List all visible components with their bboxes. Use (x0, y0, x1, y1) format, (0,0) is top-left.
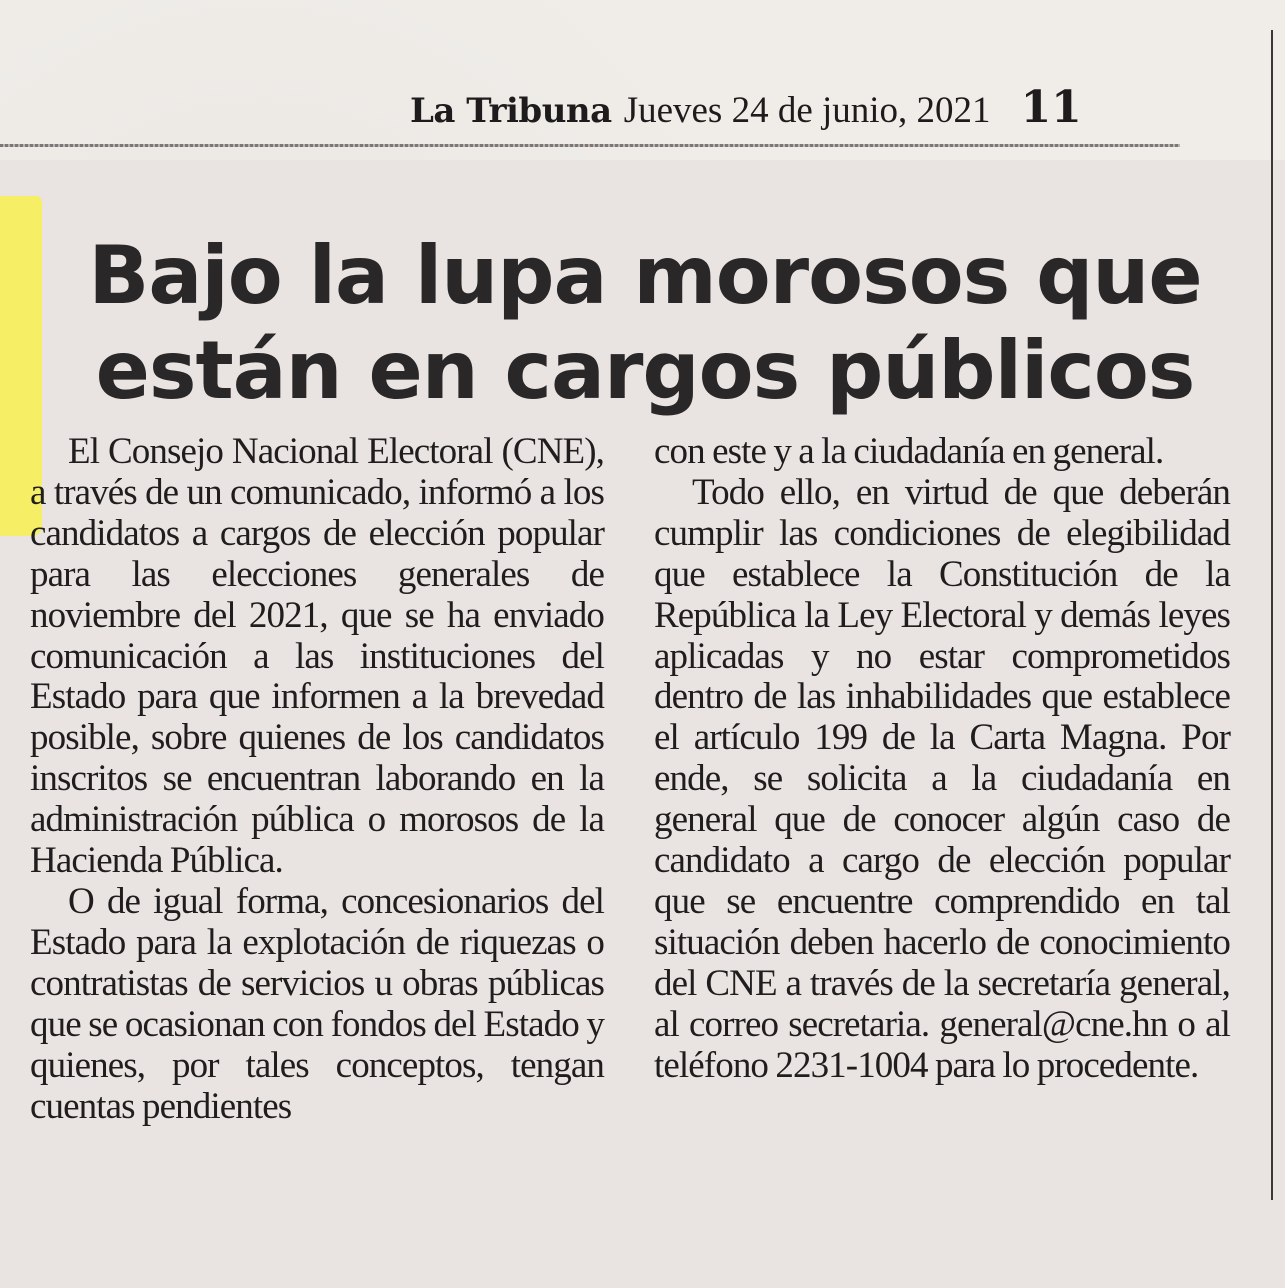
headline-line-1: Bajo la lupa morosos que (88, 229, 1202, 322)
headline-line-2: están en cargos públicos (95, 324, 1195, 417)
paragraph-1: El Consejo Nacional Electoral (CNE), a través de un comunicado, informó a los candidatos a cargos de elección popular para las elecciones generales de noviembre del 2021, que se ha enviado comunicación a las instituciones del Estado para que informen a la brevedad posible, sobre quienes de los candidatos inscritos se encuentran laborando en la administración pública o morosos de la Hacienda Pública. (30, 431, 604, 882)
page-number: 11 (1020, 82, 1082, 133)
paragraph-3: Todo ello, en virtud de que deberán cumplir las condiciones de elegibilidad que establece la Constitución de la República la Ley Electoral y demás leyes aplicadas y no estar comprometidos dentro de las inhabilidades que establece el artículo 199 de la Carta Magna. Por ende, se solicita a la ciudadanía en general que de conocer algún caso de candidato a cargo de elección popular que se encuentre comprendido en tal situación deben hacerlo de conocimiento del CNE a través de la secretaría general, al correo secretaria. general@cne.hn o al teléfono 2231-1004 para lo procedente. (654, 471, 1230, 1086)
publication-date: Jueves 24 de junio, 2021 (623, 90, 991, 131)
article-column-right (654, 432, 1230, 1087)
newspaper-name: La Tribuna (410, 91, 612, 131)
paragraph-2: O de igual forma, concesionarios del Estado para la explotación de riquezas o contratistas de servicios u obras públicas que se ocasionan con fondos del Estado y quienes, por tales conceptos, tengan cuentas pendientes (30, 880, 604, 1127)
article-column-left (30, 432, 604, 1127)
paragraph-continuation: con este y a la ciudadanía en general. (654, 431, 1164, 472)
header-rule (0, 144, 1180, 147)
page-header (410, 82, 1170, 134)
article-headline (60, 228, 1230, 418)
page-edge-line (1271, 30, 1273, 1200)
